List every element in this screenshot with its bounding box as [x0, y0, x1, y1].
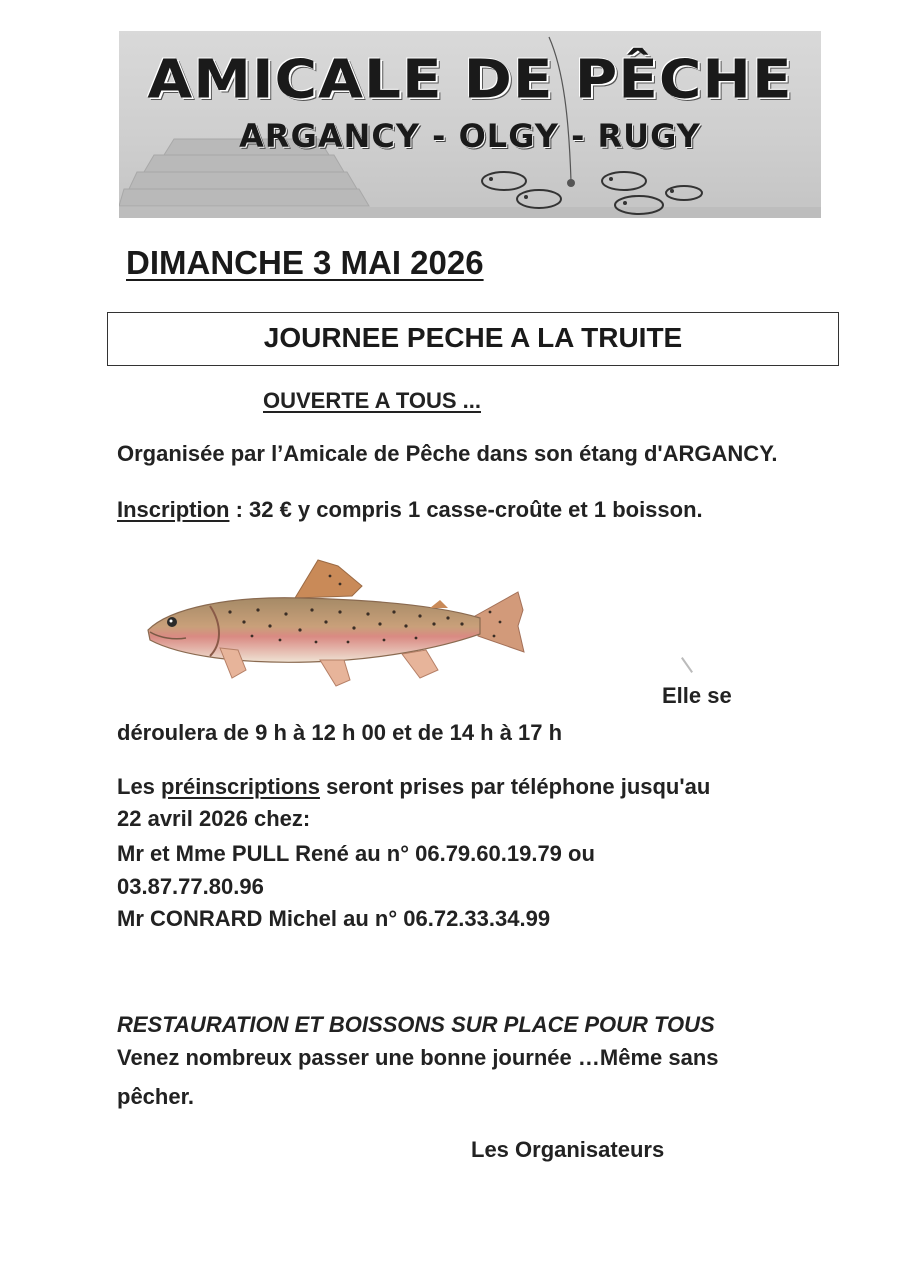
- contact-pull: Mr et Mme PULL René au n° 06.79.60.19.79 ou: [117, 841, 595, 866]
- header-banner: [119, 31, 821, 218]
- contact-conrard: Mr CONRARD Michel au n° 06.72.33.34.99: [117, 906, 551, 931]
- open-to-all: OUVERTE A TOUS ...: [263, 388, 481, 413]
- restauration-notice: RESTAURATION ET BOISSONS SUR PLACE POUR TOUS: [117, 1012, 715, 1037]
- invitation-line-1: Venez nombreux passer une bonne journée …Même sans: [117, 1045, 719, 1070]
- preregistration-suffix: seront prises par téléphone jusqu'au: [319, 774, 711, 799]
- preregistration-prefix: Les: [117, 774, 162, 799]
- signature: Les Organisateurs: [471, 1137, 665, 1162]
- preregistration-keyword: préinscriptions: [161, 774, 320, 799]
- organizer-line: Organisée par l’Amicale de Pêche dans son étang d'ARGANCY.: [117, 441, 778, 466]
- event-title-box: [107, 312, 839, 366]
- contact-pull-landline: 03.87.77.80.96: [117, 874, 264, 899]
- scan-mark: [681, 657, 693, 673]
- inscription-price: : 32 € y compris 1 casse-croûte et 1 boisson.: [229, 497, 703, 522]
- inscription-line: [117, 497, 703, 523]
- club-villages: ARGANCY - OLGY - RUGY: [239, 117, 701, 155]
- preregistration-line: [117, 774, 710, 800]
- event-title: JOURNEE PECHE A LA TRUITE: [263, 322, 683, 353]
- invitation-line-2: pêcher.: [117, 1084, 195, 1109]
- preregistration-deadline: 22 avril 2026 chez:: [117, 806, 311, 831]
- trout-illustration: [140, 552, 535, 692]
- event-date: DIMANCHE 3 MAI 2026: [126, 244, 484, 281]
- schedule-text: déroulera de 9 h à 12 h 00 et de 14 h à 17 h: [117, 720, 563, 745]
- inscription-label: Inscription: [117, 497, 230, 522]
- club-name: AMICALE DE PÊCHE: [147, 47, 793, 111]
- schedule-text-start: Elle se: [662, 683, 732, 708]
